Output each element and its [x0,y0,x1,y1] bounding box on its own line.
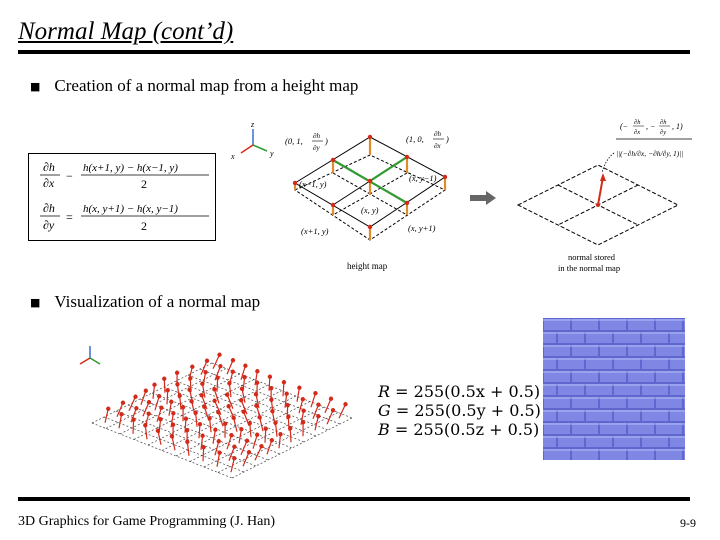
svg-text:∂x: ∂x [634,129,641,136]
right-arrow-icon [470,190,498,206]
svg-text:∂h: ∂h [634,119,641,126]
footer-divider [18,497,690,501]
dhdx-rhs-num: h(x+1, y) − h(x−1, y) [83,162,178,174]
derivative-equations-box [28,153,216,241]
svg-text:(x−1, y): (x−1, y) [299,179,327,189]
svg-text:||(−∂h/∂x, −∂h/∂y, 1)||: ||(−∂h/∂x, −∂h/∂y, 1)|| [616,149,684,158]
svg-text:y: y [270,149,274,158]
normal-caption-line2: in the normal map [558,263,621,273]
rgb-equation-row: G = 255(0.5y + 0.5) [378,401,541,420]
normal-map-figure [510,115,710,280]
axis-triad-icon [230,120,274,161]
dhdy-num: ∂h [43,201,55,215]
bullet-text: Creation of a normal map from a height map [54,76,359,95]
svg-text:(x, y+1): (x, y+1) [408,223,436,233]
svg-text:): ) [446,134,449,144]
dhdx-num: ∂h [43,160,55,174]
brick-normal-map-image [543,318,685,460]
svg-text:∂h: ∂h [660,119,667,126]
normal-field-figure [62,328,362,493]
svg-text:∂y: ∂y [660,129,667,136]
bullet-square-icon: ■ [30,295,41,309]
rgb-equation-row: R = 255(0.5x + 0.5) [378,382,541,401]
svg-text:(0, 1,: (0, 1, [285,136,303,146]
dhdx-den: ∂x [43,176,55,190]
svg-text:∂h: ∂h [313,132,320,140]
svg-text:∂h: ∂h [434,130,441,138]
svg-text:x: x [231,152,235,161]
svg-text:, 1): , 1) [672,122,683,131]
normal-formula [616,119,692,158]
svg-text:, −: , − [646,122,656,131]
slide-title: Normal Map (cont’d) [18,18,234,45]
dhdy-rhs-num: h(x, y+1) − h(x, y−1) [83,203,178,215]
svg-text:(x, y): (x, y) [361,205,379,215]
bullet-item [30,292,260,312]
svg-text:(x, y−1): (x, y−1) [409,173,437,183]
title-divider [18,50,690,54]
bullet-item [30,76,358,96]
svg-text:∂y: ∂y [313,144,320,152]
svg-text:): ) [325,136,328,146]
page-number: 9-9 [680,516,696,530]
svg-text:(1, 0,: (1, 0, [406,134,424,144]
footer-text: 3D Graphics for Game Programming (J. Han) [18,514,275,529]
bullet-square-icon: ■ [30,79,41,93]
svg-text:z: z [251,120,255,129]
height-map-caption: height map [347,261,388,271]
dhdx-rhs-den: 2 [141,177,147,191]
rgb-equation-row: B = 255(0.5z + 0.5) [378,420,540,439]
dhdx-eq: − [66,169,73,183]
svg-text:(−: (− [620,122,629,131]
normal-caption-line1: normal stored [568,252,615,262]
svg-text:(x+1, y): (x+1, y) [301,226,329,236]
height-map-figure [225,115,475,275]
bullet-text: Visualization of a normal map [54,292,261,311]
dhdy-den: ∂y [43,218,55,232]
derivative-equations [29,154,215,240]
svg-text:∂x: ∂x [434,142,441,150]
rgb-equations [378,382,541,439]
small-axis-triad-icon [80,346,100,364]
dhdy-eq: = [66,210,73,224]
dhdy-rhs-den: 2 [141,219,147,233]
